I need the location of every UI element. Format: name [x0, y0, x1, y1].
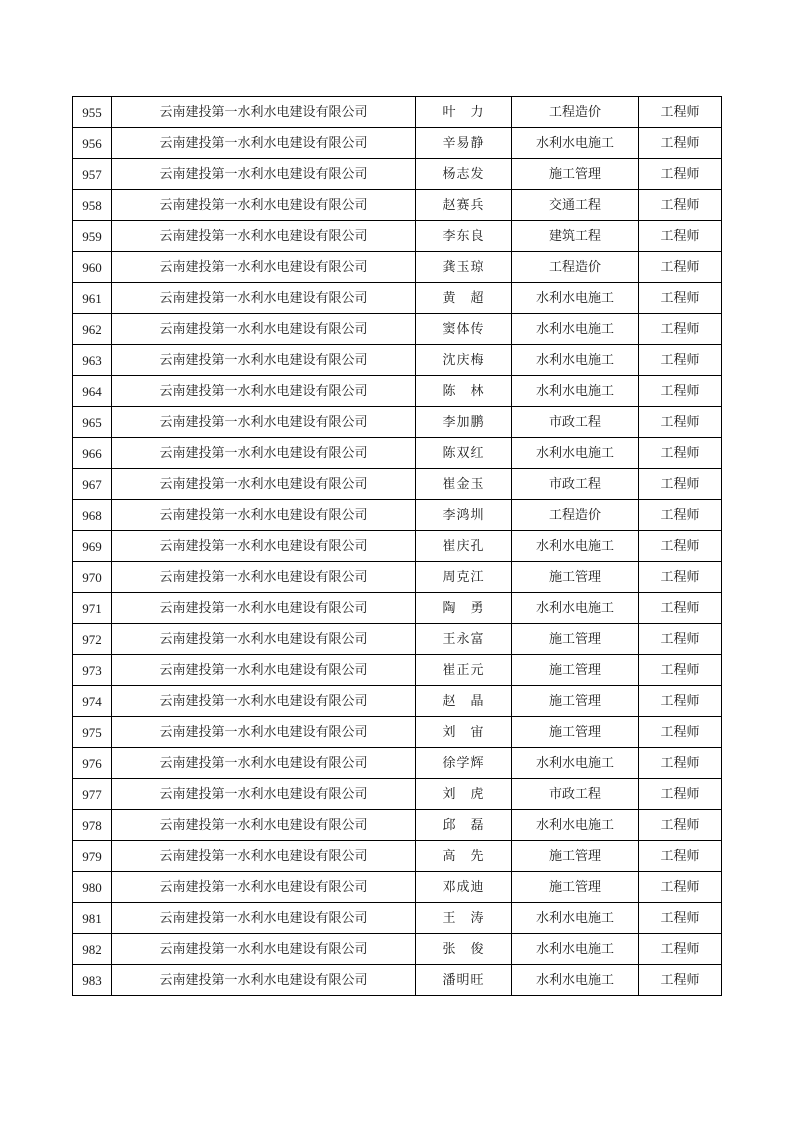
- company-cell: 云南建投第一水利水电建设有限公司: [112, 903, 416, 934]
- row-number-cell: 973: [73, 655, 112, 686]
- row-number-cell: 961: [73, 283, 112, 314]
- company-cell: 云南建投第一水利水电建设有限公司: [112, 345, 416, 376]
- table-row: [73, 500, 722, 531]
- row-number-cell: 962: [73, 314, 112, 345]
- person-name-cell: 潘明旺: [416, 965, 512, 996]
- row-number-cell: 972: [73, 624, 112, 655]
- person-name-cell: 赵 晶: [416, 686, 512, 717]
- row-number-cell: 981: [73, 903, 112, 934]
- company-cell: 云南建投第一水利水电建设有限公司: [112, 841, 416, 872]
- table-row: [73, 221, 722, 252]
- specialty-cell: 施工管理: [512, 872, 639, 903]
- table-row: [73, 965, 722, 996]
- specialty-cell: 水利水电施工: [512, 128, 639, 159]
- table-row: [73, 128, 722, 159]
- company-cell: 云南建投第一水利水电建设有限公司: [112, 810, 416, 841]
- specialty-cell: 市政工程: [512, 779, 639, 810]
- specialty-cell: 水利水电施工: [512, 345, 639, 376]
- person-name-cell: 龚玉琼: [416, 252, 512, 283]
- title-cell: 工程师: [639, 190, 722, 221]
- specialty-cell: 施工管理: [512, 159, 639, 190]
- row-number-cell: 977: [73, 779, 112, 810]
- table-row: [73, 686, 722, 717]
- row-number-cell: 971: [73, 593, 112, 624]
- specialty-cell: 施工管理: [512, 562, 639, 593]
- title-cell: 工程师: [639, 779, 722, 810]
- specialty-cell: 交通工程: [512, 190, 639, 221]
- person-name-cell: 陶 勇: [416, 593, 512, 624]
- specialty-cell: 工程造价: [512, 500, 639, 531]
- title-cell: 工程师: [639, 872, 722, 903]
- company-cell: 云南建投第一水利水电建设有限公司: [112, 965, 416, 996]
- table-row: [73, 438, 722, 469]
- title-cell: 工程师: [639, 717, 722, 748]
- roster-table: [72, 96, 722, 996]
- specialty-cell: 水利水电施工: [512, 934, 639, 965]
- specialty-cell: 水利水电施工: [512, 810, 639, 841]
- row-number-cell: 975: [73, 717, 112, 748]
- company-cell: 云南建投第一水利水电建设有限公司: [112, 190, 416, 221]
- company-cell: 云南建投第一水利水电建设有限公司: [112, 593, 416, 624]
- title-cell: 工程师: [639, 376, 722, 407]
- table-row: [73, 562, 722, 593]
- specialty-cell: 水利水电施工: [512, 903, 639, 934]
- row-number-cell: 958: [73, 190, 112, 221]
- row-number-cell: 970: [73, 562, 112, 593]
- table-row: [73, 159, 722, 190]
- title-cell: 工程师: [639, 283, 722, 314]
- title-cell: 工程师: [639, 345, 722, 376]
- specialty-cell: 水利水电施工: [512, 748, 639, 779]
- title-cell: 工程师: [639, 562, 722, 593]
- company-cell: 云南建投第一水利水电建设有限公司: [112, 469, 416, 500]
- company-cell: 云南建投第一水利水电建设有限公司: [112, 283, 416, 314]
- person-name-cell: 李鸿圳: [416, 500, 512, 531]
- person-name-cell: 高 先: [416, 841, 512, 872]
- table-row: [73, 314, 722, 345]
- company-cell: 云南建投第一水利水电建设有限公司: [112, 407, 416, 438]
- person-name-cell: 叶 力: [416, 97, 512, 128]
- person-name-cell: 崔正元: [416, 655, 512, 686]
- table-row: [73, 655, 722, 686]
- person-name-cell: 张 俊: [416, 934, 512, 965]
- person-name-cell: 黄 超: [416, 283, 512, 314]
- company-cell: 云南建投第一水利水电建设有限公司: [112, 531, 416, 562]
- specialty-cell: 工程造价: [512, 97, 639, 128]
- row-number-cell: 963: [73, 345, 112, 376]
- row-number-cell: 978: [73, 810, 112, 841]
- row-number-cell: 982: [73, 934, 112, 965]
- specialty-cell: 水利水电施工: [512, 376, 639, 407]
- title-cell: 工程师: [639, 841, 722, 872]
- company-cell: 云南建投第一水利水电建设有限公司: [112, 438, 416, 469]
- title-cell: 工程师: [639, 810, 722, 841]
- table-row: [73, 841, 722, 872]
- specialty-cell: 施工管理: [512, 841, 639, 872]
- company-cell: 云南建投第一水利水电建设有限公司: [112, 624, 416, 655]
- row-number-cell: 967: [73, 469, 112, 500]
- company-cell: 云南建投第一水利水电建设有限公司: [112, 376, 416, 407]
- row-number-cell: 959: [73, 221, 112, 252]
- title-cell: 工程师: [639, 934, 722, 965]
- title-cell: 工程师: [639, 469, 722, 500]
- specialty-cell: 工程造价: [512, 252, 639, 283]
- table-row: [73, 252, 722, 283]
- row-number-cell: 956: [73, 128, 112, 159]
- specialty-cell: 施工管理: [512, 624, 639, 655]
- specialty-cell: 施工管理: [512, 717, 639, 748]
- table-row: [73, 810, 722, 841]
- row-number-cell: 966: [73, 438, 112, 469]
- specialty-cell: 市政工程: [512, 469, 639, 500]
- person-name-cell: 刘 宙: [416, 717, 512, 748]
- person-name-cell: 崔金玉: [416, 469, 512, 500]
- specialty-cell: 市政工程: [512, 407, 639, 438]
- specialty-cell: 施工管理: [512, 655, 639, 686]
- title-cell: 工程师: [639, 686, 722, 717]
- person-name-cell: 刘 虎: [416, 779, 512, 810]
- company-cell: 云南建投第一水利水电建设有限公司: [112, 159, 416, 190]
- person-name-cell: 邱 磊: [416, 810, 512, 841]
- title-cell: 工程师: [639, 252, 722, 283]
- table-row: [73, 934, 722, 965]
- company-cell: 云南建投第一水利水电建设有限公司: [112, 779, 416, 810]
- table-row: [73, 748, 722, 779]
- person-name-cell: 邓成迪: [416, 872, 512, 903]
- table-row: [73, 469, 722, 500]
- person-name-cell: 李东良: [416, 221, 512, 252]
- title-cell: 工程师: [639, 655, 722, 686]
- person-name-cell: 辛易静: [416, 128, 512, 159]
- row-number-cell: 976: [73, 748, 112, 779]
- company-cell: 云南建投第一水利水电建设有限公司: [112, 717, 416, 748]
- table-row: [73, 593, 722, 624]
- person-name-cell: 赵赛兵: [416, 190, 512, 221]
- table-row: [73, 190, 722, 221]
- row-number-cell: 964: [73, 376, 112, 407]
- row-number-cell: 957: [73, 159, 112, 190]
- title-cell: 工程师: [639, 159, 722, 190]
- row-number-cell: 965: [73, 407, 112, 438]
- row-number-cell: 974: [73, 686, 112, 717]
- title-cell: 工程师: [639, 314, 722, 345]
- row-number-cell: 960: [73, 252, 112, 283]
- specialty-cell: 施工管理: [512, 686, 639, 717]
- person-name-cell: 周克江: [416, 562, 512, 593]
- person-name-cell: 徐学辉: [416, 748, 512, 779]
- company-cell: 云南建投第一水利水电建设有限公司: [112, 500, 416, 531]
- table-row: [73, 624, 722, 655]
- title-cell: 工程师: [639, 500, 722, 531]
- roster-body: [73, 97, 722, 996]
- row-number-cell: 979: [73, 841, 112, 872]
- title-cell: 工程师: [639, 748, 722, 779]
- person-name-cell: 崔庆孔: [416, 531, 512, 562]
- title-cell: 工程师: [639, 407, 722, 438]
- company-cell: 云南建投第一水利水电建设有限公司: [112, 934, 416, 965]
- row-number-cell: 955: [73, 97, 112, 128]
- title-cell: 工程师: [639, 531, 722, 562]
- title-cell: 工程师: [639, 903, 722, 934]
- title-cell: 工程师: [639, 965, 722, 996]
- specialty-cell: 水利水电施工: [512, 593, 639, 624]
- company-cell: 云南建投第一水利水电建设有限公司: [112, 686, 416, 717]
- company-cell: 云南建投第一水利水电建设有限公司: [112, 655, 416, 686]
- specialty-cell: 水利水电施工: [512, 531, 639, 562]
- title-cell: 工程师: [639, 221, 722, 252]
- company-cell: 云南建投第一水利水电建设有限公司: [112, 97, 416, 128]
- table-row: [73, 345, 722, 376]
- person-name-cell: 沈庆梅: [416, 345, 512, 376]
- company-cell: 云南建投第一水利水电建设有限公司: [112, 562, 416, 593]
- specialty-cell: 水利水电施工: [512, 438, 639, 469]
- company-cell: 云南建投第一水利水电建设有限公司: [112, 872, 416, 903]
- table-row: [73, 872, 722, 903]
- table-row: [73, 283, 722, 314]
- title-cell: 工程师: [639, 438, 722, 469]
- person-name-cell: 李加鹏: [416, 407, 512, 438]
- person-name-cell: 陈双红: [416, 438, 512, 469]
- person-name-cell: 王 涛: [416, 903, 512, 934]
- company-cell: 云南建投第一水利水电建设有限公司: [112, 128, 416, 159]
- table-row: [73, 903, 722, 934]
- specialty-cell: 水利水电施工: [512, 965, 639, 996]
- row-number-cell: 983: [73, 965, 112, 996]
- specialty-cell: 建筑工程: [512, 221, 639, 252]
- title-cell: 工程师: [639, 624, 722, 655]
- table-row: [73, 376, 722, 407]
- title-cell: 工程师: [639, 97, 722, 128]
- company-cell: 云南建投第一水利水电建设有限公司: [112, 748, 416, 779]
- row-number-cell: 980: [73, 872, 112, 903]
- table-row: [73, 717, 722, 748]
- table-row: [73, 531, 722, 562]
- company-cell: 云南建投第一水利水电建设有限公司: [112, 314, 416, 345]
- row-number-cell: 969: [73, 531, 112, 562]
- company-cell: 云南建投第一水利水电建设有限公司: [112, 221, 416, 252]
- row-number-cell: 968: [73, 500, 112, 531]
- title-cell: 工程师: [639, 593, 722, 624]
- title-cell: 工程师: [639, 128, 722, 159]
- table-row: [73, 407, 722, 438]
- person-name-cell: 杨志发: [416, 159, 512, 190]
- person-name-cell: 窦体传: [416, 314, 512, 345]
- specialty-cell: 水利水电施工: [512, 283, 639, 314]
- person-name-cell: 陈 林: [416, 376, 512, 407]
- table-row: [73, 97, 722, 128]
- specialty-cell: 水利水电施工: [512, 314, 639, 345]
- person-name-cell: 王永富: [416, 624, 512, 655]
- company-cell: 云南建投第一水利水电建设有限公司: [112, 252, 416, 283]
- table-row: [73, 779, 722, 810]
